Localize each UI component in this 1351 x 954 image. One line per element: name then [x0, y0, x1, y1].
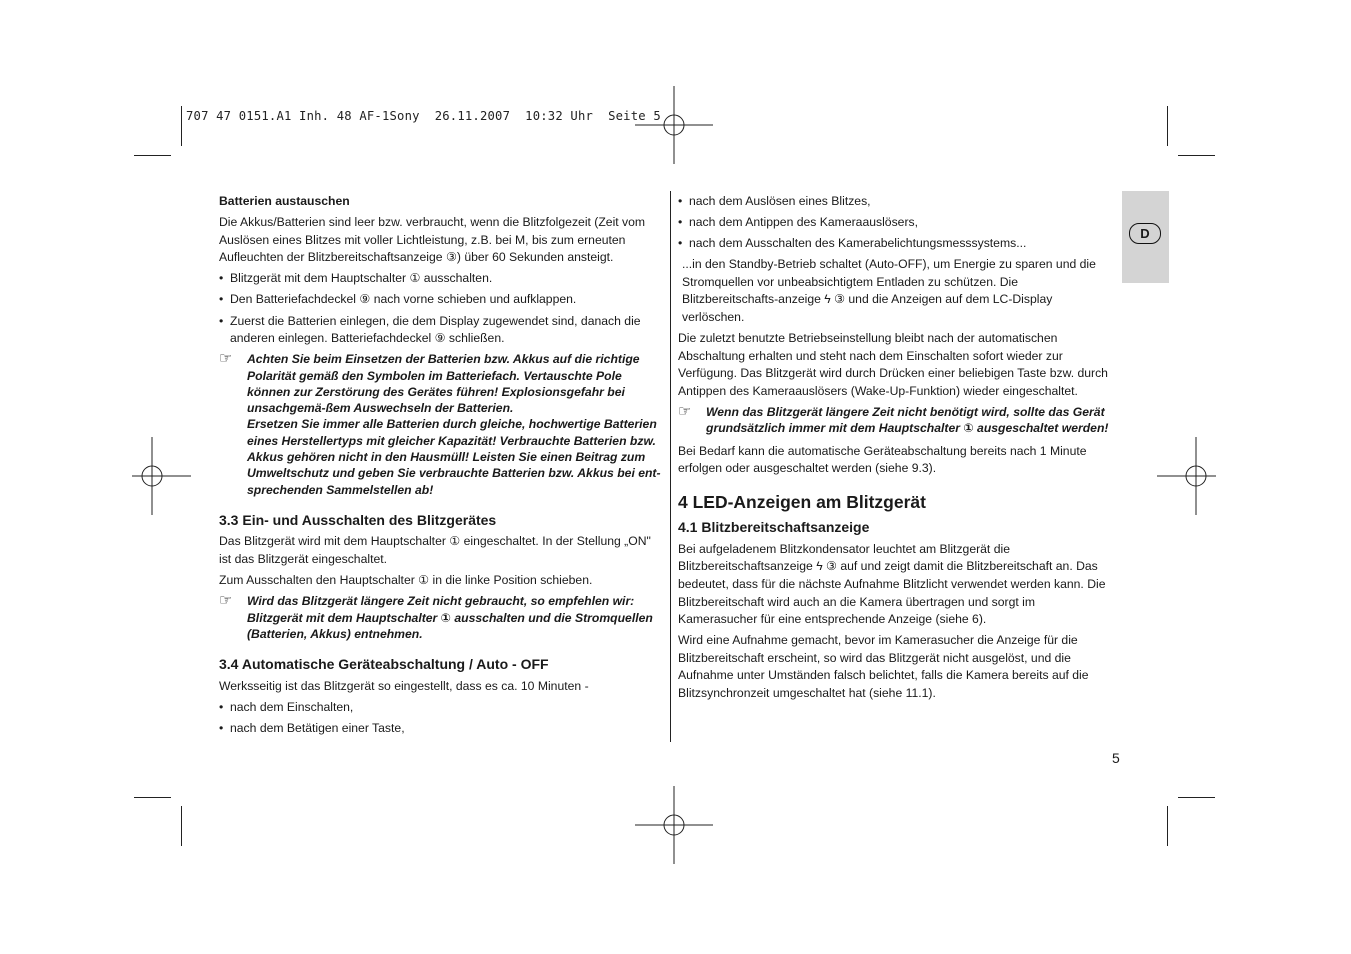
- paragraph: Wird eine Aufnahme gemacht, bevor im Kamerasucher die Anzeige für die Blitzbereitschaft erscheint, so wird das Blitzgerät nicht ausgelöst, und die Aufnahme unter Umständen falsch belichtet, falls die Kamera bereits auf die Blitzsynchronzeit umgeschaltet hat (siehe 11.1).: [678, 633, 1089, 701]
- warning-note: [219, 593, 661, 642]
- list-item: • Zuerst die Batterien einlegen, die dem Display zugewendet sind, danach die anderen einlegen. Batteriefachdeckel ⑨ schließen.: [219, 313, 641, 346]
- paragraph: Zum Ausschalten den Hauptschalter ① in die linke Position schieben.: [219, 573, 593, 588]
- heading-3-3: 3.3 Ein- und Ausschalten des Blitzgerätes: [219, 511, 497, 528]
- language-tab-letter: D: [1129, 223, 1161, 244]
- language-tab: [1122, 191, 1169, 283]
- heading-batteries: Batterien austauschen: [219, 194, 350, 208]
- registration-mark: [113, 437, 191, 515]
- crop-mark: [181, 106, 182, 146]
- paragraph: Bei aufgeladenem Blitzkondensator leuchtet am Blitzgerät die Blitzbereitschaftsanzeige ϟ ③ auf und zeigt damit die Blitzbereitschaft an. Das bedeutet, dass für die nächste Aufnahme Blitzlicht verwendet werden kann. Die Blitzbereitschaft wird auch an die Kamera übertragen und sorgt im Kamerasucher für eine entsprechende Anzeige (siehe 6).: [678, 541, 1106, 627]
- crop-mark: [134, 797, 171, 798]
- paragraph: Die zuletzt benutzte Betriebseinstellung bleibt nach der automatischen Abschaltung erhalten und steht nach dem Einschalten sofort wieder zur Verfügung. Das Blitzgerät wird durch Drücken einer beliebigen Taste bzw. durch Antippen des Kameraauslösers (Wake-Up-Funktion) wieder eingeschaltet.: [678, 331, 1108, 398]
- warning-note: [678, 404, 1116, 437]
- crop-mark: [1167, 106, 1168, 146]
- left-column: [219, 193, 661, 741]
- note-text: Wird das Blitzgerät längere Zeit nicht gebraucht, so empfehlen wir: Blitzgerät mit dem Hauptschalter ① ausschalten und die Stromquellen (Batterien, Akkus) entnehmen.: [247, 594, 653, 641]
- note-text: Ersetzen Sie immer alle Batterien durch gleiche, hochwertige Batterien eines Herstellertyps mit gleicher Kapazität! Verbrauchte Batterien bzw. Akkus gehören nicht in den Hausmüll! Leisten Sie einen Beitrag zum Umweltschutz und geben Sie verbrauchte Batterien bzw. Akkus bei ent-sprechenden Sammelstellen ab!: [247, 417, 661, 497]
- right-column: [678, 193, 1116, 706]
- registration-mark: [635, 86, 713, 164]
- pointing-hand-icon: ☞: [678, 403, 692, 421]
- list-item: • Blitzgerät mit dem Hauptschalter ① ausschalten.: [219, 271, 493, 286]
- paragraph: ...in den Standby-Betrieb schaltet (Auto-OFF), um Energie zu sparen und die Stromquellen vor unbeabsichtigtem Entladen zu schützen. Die Blitzbereitschafts-anzeige ϟ ③ und die Anzeigen auf dem LC-Display verlöschen.: [682, 257, 1096, 325]
- list-item: • nach dem Betätigen einer Taste,: [219, 720, 405, 735]
- paragraph: Bei Bedarf kann die automatische Geräteabschaltung bereits nach 1 Minute erfolgen oder ausgeschaltet werden (siehe 9.3).: [678, 443, 1087, 476]
- registration-mark: [1157, 437, 1235, 515]
- paragraph: Die Akkus/Batterien sind leer bzw. verbraucht, wenn die Blitzfolgezeit (Zeit vom Auslösen eines Blitzes mit voller Lichtleistung, z.B. bei M, bis zum erneuten Aufleuchten der Blitzbereitschaftsanzeige ③) über 60 Sekunden ansteigt.: [219, 215, 646, 265]
- list-item: • Den Batteriefachdeckel ⑨ nach vorne schieben und aufklappen.: [219, 292, 577, 307]
- crop-mark: [181, 806, 182, 846]
- list-item: • nach dem Einschalten,: [219, 699, 354, 714]
- crop-mark: [134, 155, 171, 156]
- list-item: • nach dem Antippen des Kameraauslösers,: [678, 215, 918, 230]
- pointing-hand-icon: ☞: [219, 350, 233, 368]
- crop-mark: [1178, 155, 1215, 156]
- note-text: Achten Sie beim Einsetzen der Batterien bzw. Akkus auf die richtige Polarität gemäß den Symbolen im Batteriefach. Vertauschte Pole können zur Zerstörung des Gerätes führen! Explosionsgefahr bei unsachgemä-ßem Auswechseln der Batterien.: [247, 352, 640, 416]
- warning-note: [219, 351, 661, 498]
- crop-mark: [1167, 806, 1168, 846]
- heading-4: 4 LED-Anzeigen am Blitzgerät: [678, 491, 926, 512]
- paragraph: Das Blitzgerät wird mit dem Hauptschalter ① eingeschaltet. In der Stellung „ON" ist das Blitzgerät eingeschaltet.: [219, 534, 651, 567]
- list-item: • nach dem Auslösen eines Blitzes,: [678, 194, 871, 208]
- heading-3-4: 3.4 Automatische Geräteabschaltung / Auto - OFF: [219, 656, 549, 673]
- paragraph: Werksseitig ist das Blitzgerät so eingestellt, dass es ca. 10 Minuten -: [219, 678, 589, 693]
- pointing-hand-icon: ☞: [219, 592, 233, 610]
- print-slug: 707 47 0151.A1 Inh. 48 AF-1Sony 26.11.2007 10:32 Uhr Seite 5: [186, 109, 661, 123]
- crop-mark: [1178, 797, 1215, 798]
- heading-4-1: 4.1 Blitzbereitschaftsanzeige: [678, 519, 870, 536]
- list-item: • nach dem Ausschalten des Kamerabelichtungsmesssystems...: [678, 236, 1027, 251]
- column-divider: [670, 191, 671, 742]
- registration-mark: [635, 786, 713, 864]
- note-text: Wenn das Blitzgerät längere Zeit nicht benötigt wird, sollte das Gerät grundsätzlich immer mit dem Hauptschalter ① ausgeschaltet werden!: [706, 405, 1109, 436]
- page-number: 5: [1112, 750, 1120, 766]
